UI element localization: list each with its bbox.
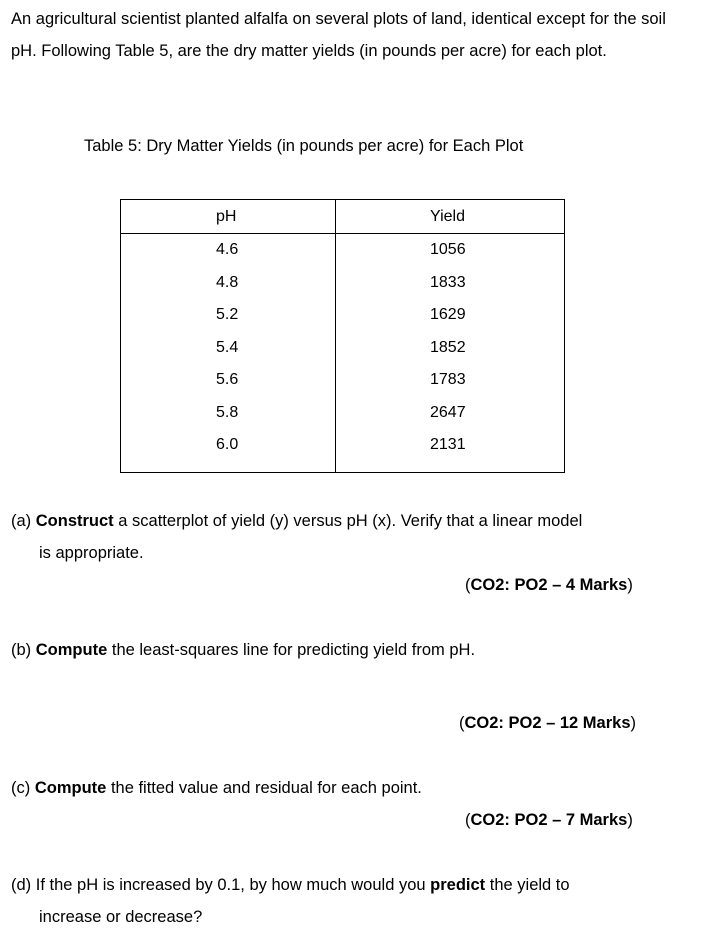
table-caption: Table 5: Dry Matter Yields (in pounds per acre) for Each Plot <box>84 137 524 155</box>
cell-yield: 1852 <box>430 338 466 356</box>
question-a-line1 <box>11 505 691 537</box>
question-a-line2: is appropriate. <box>39 544 144 562</box>
cell-ph: 4.8 <box>121 267 336 300</box>
header-yield: Yield <box>336 200 565 234</box>
question-d-verb: predict <box>430 876 486 894</box>
cell-ph: 5.6 <box>121 364 336 397</box>
header-ph: pH <box>121 200 336 234</box>
cell-yield: 1783 <box>430 371 466 389</box>
question-c-text: the fitted value and residual for each point. <box>110 779 422 797</box>
question-b <box>11 634 691 666</box>
question-b-marks: (CO2: PO2 – 12 Marks) <box>459 714 636 732</box>
table-row <box>121 267 565 300</box>
cell-ph: 5.4 <box>121 332 336 365</box>
question-a-label: (a) <box>11 512 32 530</box>
table-row <box>121 234 565 267</box>
question-c-label: (c) <box>11 779 31 797</box>
table-row <box>121 429 565 472</box>
cell-ph: 4.6 <box>121 234 336 267</box>
cell-yield: 1833 <box>430 273 466 291</box>
cell-yield: 1056 <box>430 241 466 259</box>
question-d <box>11 869 691 933</box>
question-a-marks: (CO2: PO2 – 4 Marks) <box>465 576 633 594</box>
cell-ph: 5.8 <box>121 397 336 430</box>
question-d-label: (d) <box>11 876 32 894</box>
question-c-marks: (CO2: PO2 – 7 Marks) <box>465 811 633 829</box>
question-b-label: (b) <box>11 641 32 659</box>
intro-paragraph: An agricultural scientist planted alfalfa on several plots of land, identical except for the soil pH. Following Table 5, are the dry matter yields (in pounds per acre) for each plot. <box>11 10 666 60</box>
cell-ph: 6.0 <box>121 429 336 472</box>
cell-ph: 5.2 <box>121 299 336 332</box>
table-row <box>121 397 565 430</box>
question-a <box>11 505 691 569</box>
question-a-verb: Construct <box>35 512 114 530</box>
yield-table <box>120 199 565 473</box>
cell-yield: 2131 <box>430 436 466 454</box>
question-b-text: the least-squares line for predicting yield from pH. <box>111 641 476 659</box>
question-c <box>11 772 691 804</box>
question-d-line1 <box>11 869 691 901</box>
table-row <box>121 364 565 397</box>
question-c-verb: Compute <box>34 779 107 797</box>
table-header-row <box>121 200 565 234</box>
cell-yield: 2647 <box>430 403 466 421</box>
question-d-text-pre: If the pH is increased by 0.1, by how much would you <box>35 876 426 894</box>
cell-yield: 1629 <box>430 306 466 324</box>
question-d-line2: increase or decrease? <box>39 908 203 926</box>
table-row <box>121 332 565 365</box>
question-d-text-post: the yield to <box>489 876 570 894</box>
question-a-text: a scatterplot of yield (y) versus pH (x). Verify that a linear model <box>118 512 583 530</box>
question-b-verb: Compute <box>35 641 108 659</box>
table-row <box>121 299 565 332</box>
